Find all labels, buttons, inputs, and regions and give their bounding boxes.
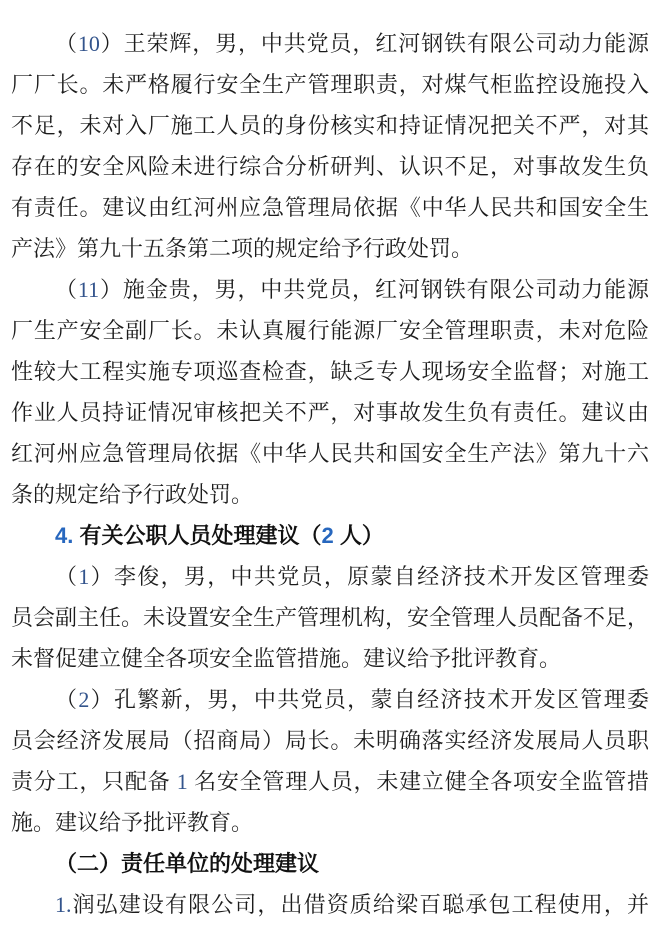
paragraph-unit-1 <box>11 884 649 925</box>
text-line: （11）施金贵，男，中共党员，红河钢铁有限公司动力能源 <box>55 277 649 302</box>
text-line: 施。建议给予批评教育。 <box>11 810 254 835</box>
text-line: 红河州应急管理局依据《中华人民共和国安全生产法》第九十六 <box>11 441 649 466</box>
paragraph-official-1 <box>11 556 649 679</box>
text-line: 存在的安全风险未进行综合分析研判、认识不足，对事故发生负 <box>11 154 649 179</box>
text-line: 厂生产安全副厂长。未认真履行能源厂安全管理职责，未对危险 <box>11 318 649 343</box>
text-line: 员会经济发展局（招商局）局长。未明确落实经济发展局人员职 <box>11 728 649 753</box>
text-line: 有责任。建议由红河州应急管理局依据《中华人民共和国安全生 <box>11 195 649 220</box>
paragraph-person-10 <box>11 23 649 269</box>
text-line: 作业人员持证情况审核把关不严，对事故发生负有责任。建议由 <box>11 400 649 425</box>
text-line: 不足，未对入厂施工人员的身份核实和持证情况把关不严，对其 <box>11 113 649 138</box>
text-line: 产法》第九十五条第二项的规定给予行政处罚。 <box>11 236 474 261</box>
text-line: 责分工，只配备 1 名安全管理人员，未建立健全各项安全监管措 <box>11 769 649 794</box>
text-line: （10）王荣辉，男，中共党员，红河钢铁有限公司动力能源 <box>55 31 649 56</box>
text-line: （1）李俊，男，中共党员，原蒙自经济技术开发区管理委 <box>55 564 649 589</box>
text-line: （2）孔繁新，男，中共党员，蒙自经济技术开发区管理委 <box>55 687 649 712</box>
section-heading-responsible-units <box>11 843 649 884</box>
paragraph-person-11 <box>11 269 649 515</box>
text-line: 厂厂长。未严格履行安全生产管理职责，对煤气柜监控设施投入 <box>11 72 649 97</box>
text-line: 条的规定给予行政处罚。 <box>11 482 254 507</box>
paragraph-official-2 <box>11 679 649 843</box>
heading-line: 4. 有关公职人员处理建议（2 人） <box>55 523 384 548</box>
text-line: 未督促建立健全各项安全监管措施。建议给予批评教育。 <box>11 646 562 671</box>
text-line: 1.润弘建设有限公司，出借资质给梁百聪承包工程使用，并 <box>55 892 649 917</box>
section-heading-public-officials <box>11 515 649 556</box>
heading-line: （二）责任单位的处理建议 <box>55 851 320 876</box>
text-line: 员会副主任。未设置安全生产管理机构，安全管理人员配备不足， <box>11 605 650 630</box>
text-line: 性较大工程实施专项巡查检查，缺乏专人现场安全监督；对施工 <box>11 359 649 384</box>
